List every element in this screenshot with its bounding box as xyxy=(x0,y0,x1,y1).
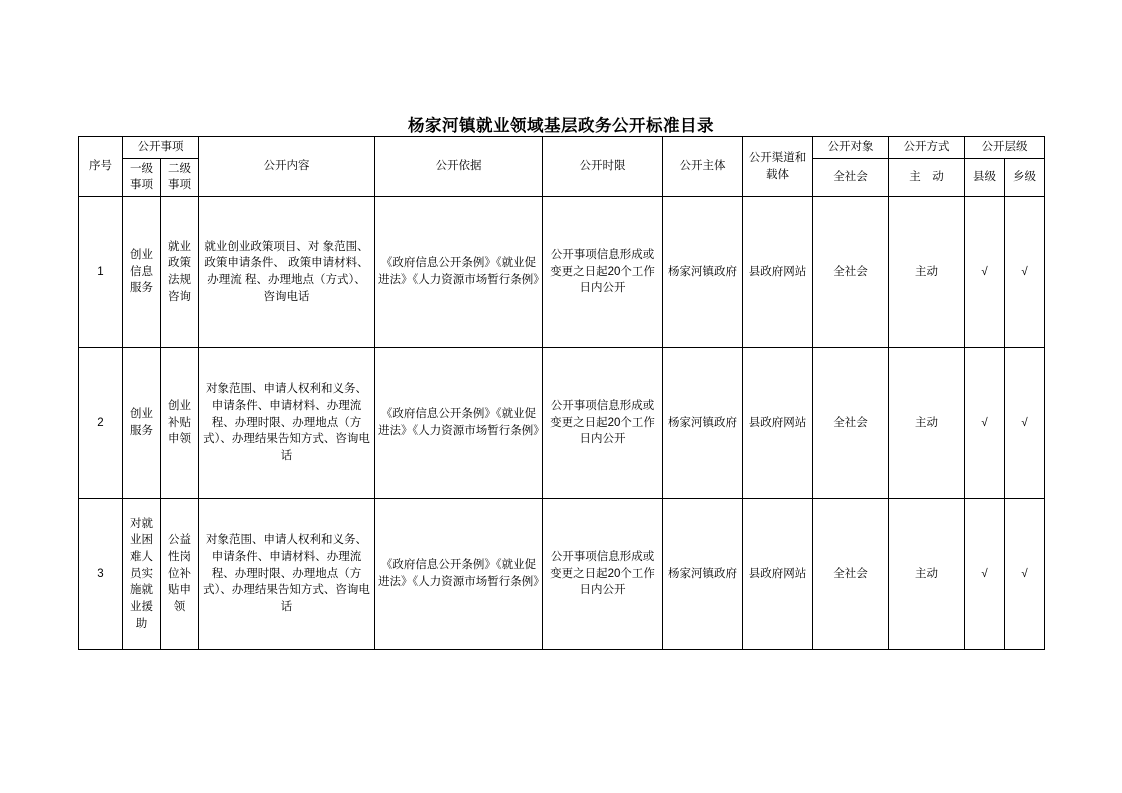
cell-audience: 全社会 xyxy=(813,499,889,650)
header-level-town: 乡级 xyxy=(1005,158,1045,196)
cell-subject: 杨家河镇政府 xyxy=(663,197,743,348)
header-level2: 二级事项 xyxy=(161,158,199,196)
header-level-county: 县级 xyxy=(965,158,1005,196)
header-deadline: 公开时限 xyxy=(543,137,663,197)
cell-method: 主动 xyxy=(889,348,965,499)
cell-level1: 对就业困难人员实施就业援助 xyxy=(123,499,161,650)
cell-seq: 2 xyxy=(79,348,123,499)
cell-level1: 创业服务 xyxy=(123,348,161,499)
header-method-group: 公开方式 xyxy=(889,137,965,159)
disclosure-catalog-table xyxy=(78,136,1045,650)
cell-seq: 1 xyxy=(79,197,123,348)
cell-subject: 杨家河镇政府 xyxy=(663,499,743,650)
cell-subject: 杨家河镇政府 xyxy=(663,348,743,499)
header-seq: 序号 xyxy=(79,137,123,197)
cell-audience: 全社会 xyxy=(813,197,889,348)
cell-method: 主动 xyxy=(889,197,965,348)
table-header-row-1 xyxy=(79,137,1045,159)
cell-content: 对象范围、申请人权利和义务、申请条件、申请材料、办理流程、办理时限、办理地点（方式）、办理结果告知方式、咨询电话 xyxy=(199,348,375,499)
table-row xyxy=(79,348,1045,499)
cell-level2: 公益性岗位补贴申领 xyxy=(161,499,199,650)
header-public-item-group: 公开事项 xyxy=(123,137,199,159)
header-method-value: 主 动 xyxy=(889,158,965,196)
cell-channel: 县政府网站 xyxy=(743,348,813,499)
cell-deadline: 公开事项信息形成或变更之日起20个工作日内公开 xyxy=(543,499,663,650)
cell-content: 就业创业政策项目、对 象范围、政策申请条件、 政策申请材料、办理流 程、办理地点（方式）、咨询电话 xyxy=(199,197,375,348)
header-basis: 公开依据 xyxy=(375,137,543,197)
cell-channel: 县政府网站 xyxy=(743,499,813,650)
header-subject: 公开主体 xyxy=(663,137,743,197)
cell-level1: 创业信息服务 xyxy=(123,197,161,348)
cell-basis: 《政府信息公开条例》《就业促进法》《人力资源市场暂行条例》 xyxy=(375,499,543,650)
cell-basis: 《政府信息公开条例》《就业促进法》《人力资源市场暂行条例》 xyxy=(375,197,543,348)
cell-level-county: √ xyxy=(965,499,1005,650)
cell-method: 主动 xyxy=(889,499,965,650)
page-title: 杨家河镇就业领域基层政务公开标准目录 xyxy=(408,117,714,135)
header-level1: 一级事项 xyxy=(123,158,161,196)
header-level-group: 公开层级 xyxy=(965,137,1045,159)
cell-audience: 全社会 xyxy=(813,348,889,499)
table-row xyxy=(79,499,1045,650)
table-row xyxy=(79,197,1045,348)
header-channel: 公开渠道和载体 xyxy=(743,137,813,197)
cell-level2: 就业政策法规咨询 xyxy=(161,197,199,348)
header-audience-group: 公开对象 xyxy=(813,137,889,159)
header-content: 公开内容 xyxy=(199,137,375,197)
cell-deadline: 公开事项信息形成或变更之日起20个工作日内公开 xyxy=(543,197,663,348)
cell-level-county: √ xyxy=(965,348,1005,499)
cell-channel: 县政府网站 xyxy=(743,197,813,348)
cell-seq: 3 xyxy=(79,499,123,650)
header-audience-value: 全社会 xyxy=(813,158,889,196)
cell-deadline: 公开事项信息形成或变更之日起20个工作日内公开 xyxy=(543,348,663,499)
cell-basis: 《政府信息公开条例》《就业促进法》《人力资源市场暂行条例》 xyxy=(375,348,543,499)
cell-content: 对象范围、申请人权利和义务、申请条件、申请材料、办理流程、办理时限、办理地点（方式）、办理结果告知方式、咨询电话 xyxy=(199,499,375,650)
cell-level2: 创业补贴申领 xyxy=(161,348,199,499)
cell-level-town: √ xyxy=(1005,499,1045,650)
cell-level-town: √ xyxy=(1005,197,1045,348)
cell-level-town: √ xyxy=(1005,348,1045,499)
cell-level-county: √ xyxy=(965,197,1005,348)
